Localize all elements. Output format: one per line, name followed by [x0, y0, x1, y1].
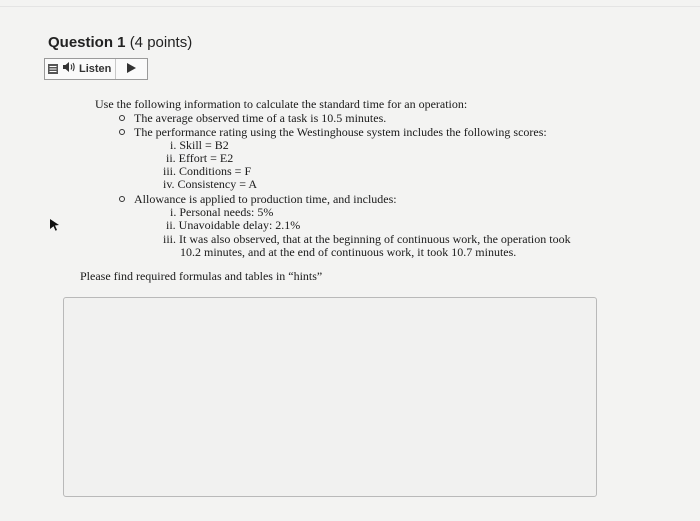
allowance-observation-cont: 10.2 minutes, and at the end of continuous work, it took 10.7 minutes.: [180, 245, 517, 259]
bullet-marker: [119, 129, 125, 135]
bullet-marker: [119, 196, 125, 202]
answer-textarea[interactable]: [63, 297, 597, 497]
question-title: [48, 34, 192, 51]
bullet-observed-time: The average observed time of a task is 10.5 minutes.: [134, 111, 387, 125]
allowance-delay: ii. Unavoidable delay: 2.1%: [166, 218, 301, 232]
bullet-marker: [119, 115, 125, 121]
listen-toolbar: [44, 58, 148, 80]
top-divider: [0, 6, 700, 7]
hint-text: Please find required formulas and tables in “hints”: [80, 269, 323, 283]
allowance-observation: iii. It was also observed, that at the beginning of continuous work, the operation took: [163, 232, 571, 246]
speaker-icon: [62, 60, 76, 78]
rating-consistency: iv. Consistency = A: [163, 177, 257, 191]
question-points: (4 points): [129, 34, 193, 51]
rating-skill: i. Skill = B2: [170, 138, 229, 152]
rating-effort: ii. Effort = E2: [166, 151, 234, 165]
menu-lines-icon[interactable]: [45, 59, 60, 79]
play-button[interactable]: [116, 59, 147, 79]
bullet-performance-rating: The performance rating using the Westinghouse system includes the following scores:: [134, 125, 547, 139]
listen-label: Listen: [79, 63, 112, 75]
listen-button[interactable]: [60, 59, 116, 79]
play-icon: [127, 60, 136, 78]
question-number: Question 1: [48, 34, 126, 51]
bullet-allowance: Allowance is applied to production time, and includes:: [134, 192, 397, 206]
intro-text: Use the following information to calculate the standard time for an operation:: [95, 97, 468, 111]
mouse-cursor-icon: [50, 218, 60, 236]
rating-conditions: iii. Conditions = F: [163, 164, 252, 178]
allowance-personal: i. Personal needs: 5%: [170, 205, 274, 219]
